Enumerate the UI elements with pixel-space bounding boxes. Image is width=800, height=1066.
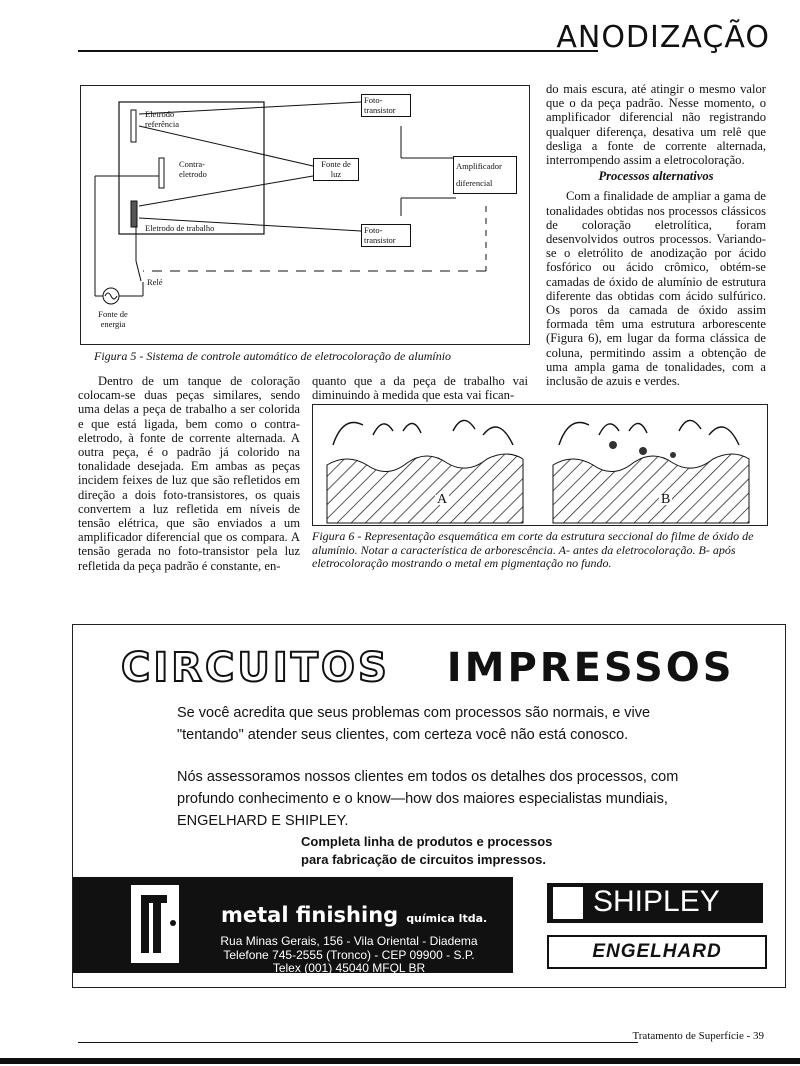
subheading-processos: Processos alternativos bbox=[598, 169, 714, 184]
label-fonte-energia: Fonte de energia bbox=[98, 309, 128, 329]
paragraph-left: Dentro de um tanque de coloração colocam-se duas peças similares, sendo uma delas a peça de trabalho a ser colorida e que está ligada, bem como o contra-eletrodo, à fonte de corrente alternada. A outra peça, é o padrão já colorido na tonalidade desejada. Em ambas as peças incidem feixes de luz que são refletidos em direção a dois foto-transistores, os quais convertem a luz refletida em níveis de tensão elétrica, que são enviados a um amplificador diferencial que os compara. A tensão gerada no foto-transistor pela luz refletida da peça padrão é constante, en- bbox=[78, 374, 300, 573]
box-fototransistor-top: Foto-transistor bbox=[361, 94, 411, 117]
ad-line-1: Se você acredita que seus problemas com processos são normais, e vive bbox=[177, 705, 651, 721]
figure6-label-a: A bbox=[437, 492, 448, 507]
shipley-wordmark: SHIPLEY bbox=[593, 885, 720, 918]
label-eletrodo-referencia: Eletrodo referência bbox=[145, 109, 179, 129]
address-line-1: Rua Minas Gerais, 156 - Vila Oriental - Diadema bbox=[220, 934, 478, 948]
metal-finishing-logo-icon bbox=[131, 885, 179, 963]
ad-line-3: Nós assessoramos nossos clientes em todos os detalhes dos processos, com bbox=[177, 769, 679, 785]
paragraph-middle: quanto que a da peça de trabalho vai diminuindo à medida que esta vai fican- bbox=[312, 374, 528, 403]
ad-headline-bold: IMPRESSOS bbox=[446, 645, 735, 691]
ad-line-5: ENGELHARD E SHIPLEY. bbox=[177, 813, 349, 829]
box-amplificador: Amplificador diferencial bbox=[453, 156, 517, 194]
box-fonte-luz: Fonte de luz bbox=[313, 158, 359, 181]
ad-line-4: profundo conhecimento e o know—how dos maiores especialistas mundiais, bbox=[177, 791, 668, 807]
shipley-logo bbox=[547, 883, 763, 923]
ad-headline-outline: CIRCUITOS bbox=[121, 645, 390, 691]
paragraph-right-1: do mais escura, até atingir o mesmo valor que o da peça padrão. Nesse momento, o amplificador diferencial não registrando qualquer diferença, desativa um relê que desliga a fonte de corrente alternada, interrompendo assim a eletrocoloração. bbox=[546, 82, 766, 168]
label-contra-eletrodo: Contra-eletrodo bbox=[179, 159, 207, 179]
address-line-3: Telex (001) 45040 MFQL BR bbox=[272, 961, 426, 975]
company-name bbox=[221, 903, 487, 927]
figure6-label-b: B bbox=[661, 492, 671, 507]
ad-line-2: "tentando" atender seus clientes, com certeza você não está conosco. bbox=[177, 727, 629, 743]
label-eletrodo-trabalho: Eletrodo de trabalho bbox=[145, 223, 215, 233]
address-line-2: Telefone 745-2555 (Tronco) - CEP 09900 - S.P. bbox=[223, 947, 475, 962]
body-column-left bbox=[78, 374, 300, 573]
header-rule bbox=[78, 50, 598, 52]
ad-bold-line-2: para fabricação de circuitos impressos. bbox=[301, 852, 546, 867]
figure6-caption: Figura 6 - Representação esquemática em corte da estrutura seccional do filme de óxido de alumínio. Notar a característica de arborescência. A- antes da eletrocoloração. B- após eletrocoloração mostrando o metal em pigmentação no fundo. bbox=[312, 529, 754, 570]
figure6 bbox=[312, 404, 768, 526]
label-rele: Relé bbox=[147, 277, 163, 287]
company-name-main: metal finishing bbox=[221, 903, 399, 927]
figure6-drawing bbox=[313, 405, 767, 525]
company-address bbox=[219, 935, 479, 976]
page-footer: Tratamento de Superfície - 39 bbox=[632, 1030, 764, 1042]
page-title: ANODIZAÇÃO bbox=[556, 20, 770, 55]
footer-rule bbox=[78, 1042, 638, 1043]
figure5-diagram bbox=[80, 85, 530, 345]
metal-finishing-panel bbox=[73, 877, 513, 973]
box-fototransistor-bottom: Foto-transistor bbox=[361, 224, 411, 247]
shipley-s-icon bbox=[553, 887, 583, 919]
figure5-caption: Figura 5 - Sistema de controle automático de eletrocoloração de alumínio bbox=[94, 349, 452, 363]
bottom-edge-bar bbox=[0, 1058, 800, 1064]
ad-bold-line-1: Completa linha de produtos e processos bbox=[301, 834, 553, 849]
body-column-right bbox=[546, 82, 766, 388]
ad-headline bbox=[121, 645, 735, 691]
engelhard-logo: ENGELHARD bbox=[547, 935, 767, 969]
advertisement bbox=[72, 624, 786, 988]
company-name-sub: química ltda. bbox=[406, 912, 488, 925]
body-column-middle bbox=[312, 374, 528, 402]
paragraph-right-2: Com a finalidade de ampliar a gama de tonalidades obtidas nos processos clássicos de coloração eletrolítica, foram desenvolvidos outros processos. Variando-se o eletrólito de anodização por ácido fosfórico ou ácido crômico, obtém-se camadas de óxido de alumínio de estrutura diferente das obtidas com ácido sulfúrico. Os poros da camada de óxido assim formada têm uma estrutura arborescente (Figura 6), em lugar da forma clássica de coluna, permitindo assim a obtenção de uma ampla gama de tonalidades, com a inclusão de azuis e verdes. bbox=[546, 189, 766, 389]
